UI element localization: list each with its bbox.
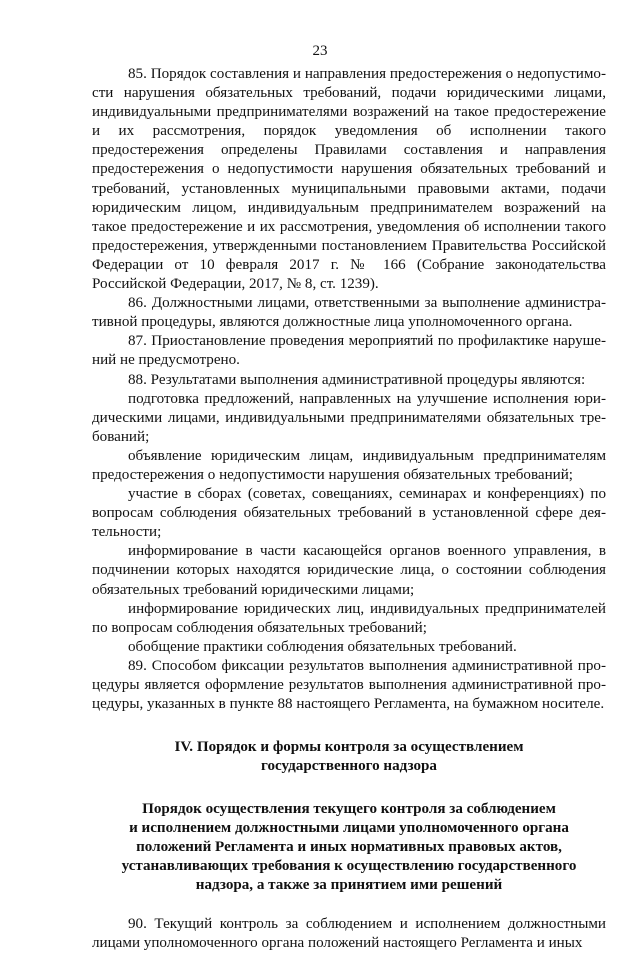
list-item-meetings: участие в сборах (советах, совещаниях, семинарах и конференциях) по вопросам соблюдения обязательных требований в установленной сфере деятельности; [92, 486, 606, 541]
list-item-proposals: подготовка предложений, направленных на улучшение исполнения юридическими лицами, индивидуальными предпринимателями обязательных требований; [92, 390, 606, 445]
subsection-heading-line: устанавливающих требования к осуществлению государственного [121, 858, 577, 875]
subsection-heading [92, 800, 606, 895]
paragraph-86: 86. Должностными лицами, ответственными за выполнение административной процедуры, являются должностные лица уполномоченного органа. [92, 295, 606, 331]
list-item-practice: обобщение практики соблюдения обязательных требований. [128, 638, 517, 655]
subsection-heading-line: надзора, а также за принятием ими решений [195, 877, 503, 894]
subsection-heading-line: и исполнением должностными лицами уполномоченного органа [129, 820, 569, 837]
paragraph-85: 85. Порядок составления и направления предостережения о недопустимости нарушения обязательных требований, подачи юридическими лицами, индивидуальными предпринимателями возражений на такое предостережение и их рассмотрения, порядок уведомления об исполнении такого предостережения определены Правилами составления и направления предостережения о недопустимости нарушения обязательных требований и требований, установленных муниципальными правовыми актами, подачи юридическим лицом, индивидуальным предпринимателем возражений на такое предостережение и их рассмотрения, уведомления об исполнении такого предостережения, утвержденными постановлением Правительства Российской Федерации от 10 февраля 2017 г. № 166 (Собрание законодательства Российской Федерации, 2017, № 8, ст. 1239). [92, 66, 606, 293]
document-body [92, 65, 606, 953]
paragraph-88: 88. Результатами выполнения административной процедуры являются: [128, 371, 586, 388]
subsection-heading-line: положений Регламента и иных нормативных правовых актов, [136, 839, 562, 856]
paragraph-90: 90. Текущий контроль за соблюдением и исполнением должностными лицами уполномоченного органа положений настоящего Регламента и иных [92, 916, 606, 952]
section-heading-line: IV. Порядок и формы контроля за осуществлением [174, 739, 524, 756]
section-heading-line: государственного надзора [261, 758, 437, 775]
section-heading [92, 738, 606, 776]
subsection-heading-line: Порядок осуществления текущего контроля за соблюдением [142, 801, 556, 818]
page-number: 23 [312, 43, 328, 59]
paragraph-89: 89. Способом фиксации результатов выполнения административной процедуры является оформление результатов выполнения административной процедуры, указанных в пункте 88 настоящего Регламента, на бумажном носителе. [92, 657, 606, 713]
list-item-legal-info: информирование юридических лиц, индивидуальных предпринимателей по вопросам соблюдения обязательных требований; [92, 600, 606, 636]
list-item-military-info: информирование в части касающейся органов военного управления, в подчинении которых находятся юридические лица, о состоянии соблюдения обязательных требований юридическими лицами; [92, 543, 606, 598]
paragraph-87: 87. Приостановление проведения мероприятий по профилактике нарушений не предусмотрено. [92, 333, 606, 369]
list-item-warning: объявление юридическим лицам, индивидуальным предпринимателям предостережения о недопустимости нарушения обязательных требований; [92, 447, 606, 483]
